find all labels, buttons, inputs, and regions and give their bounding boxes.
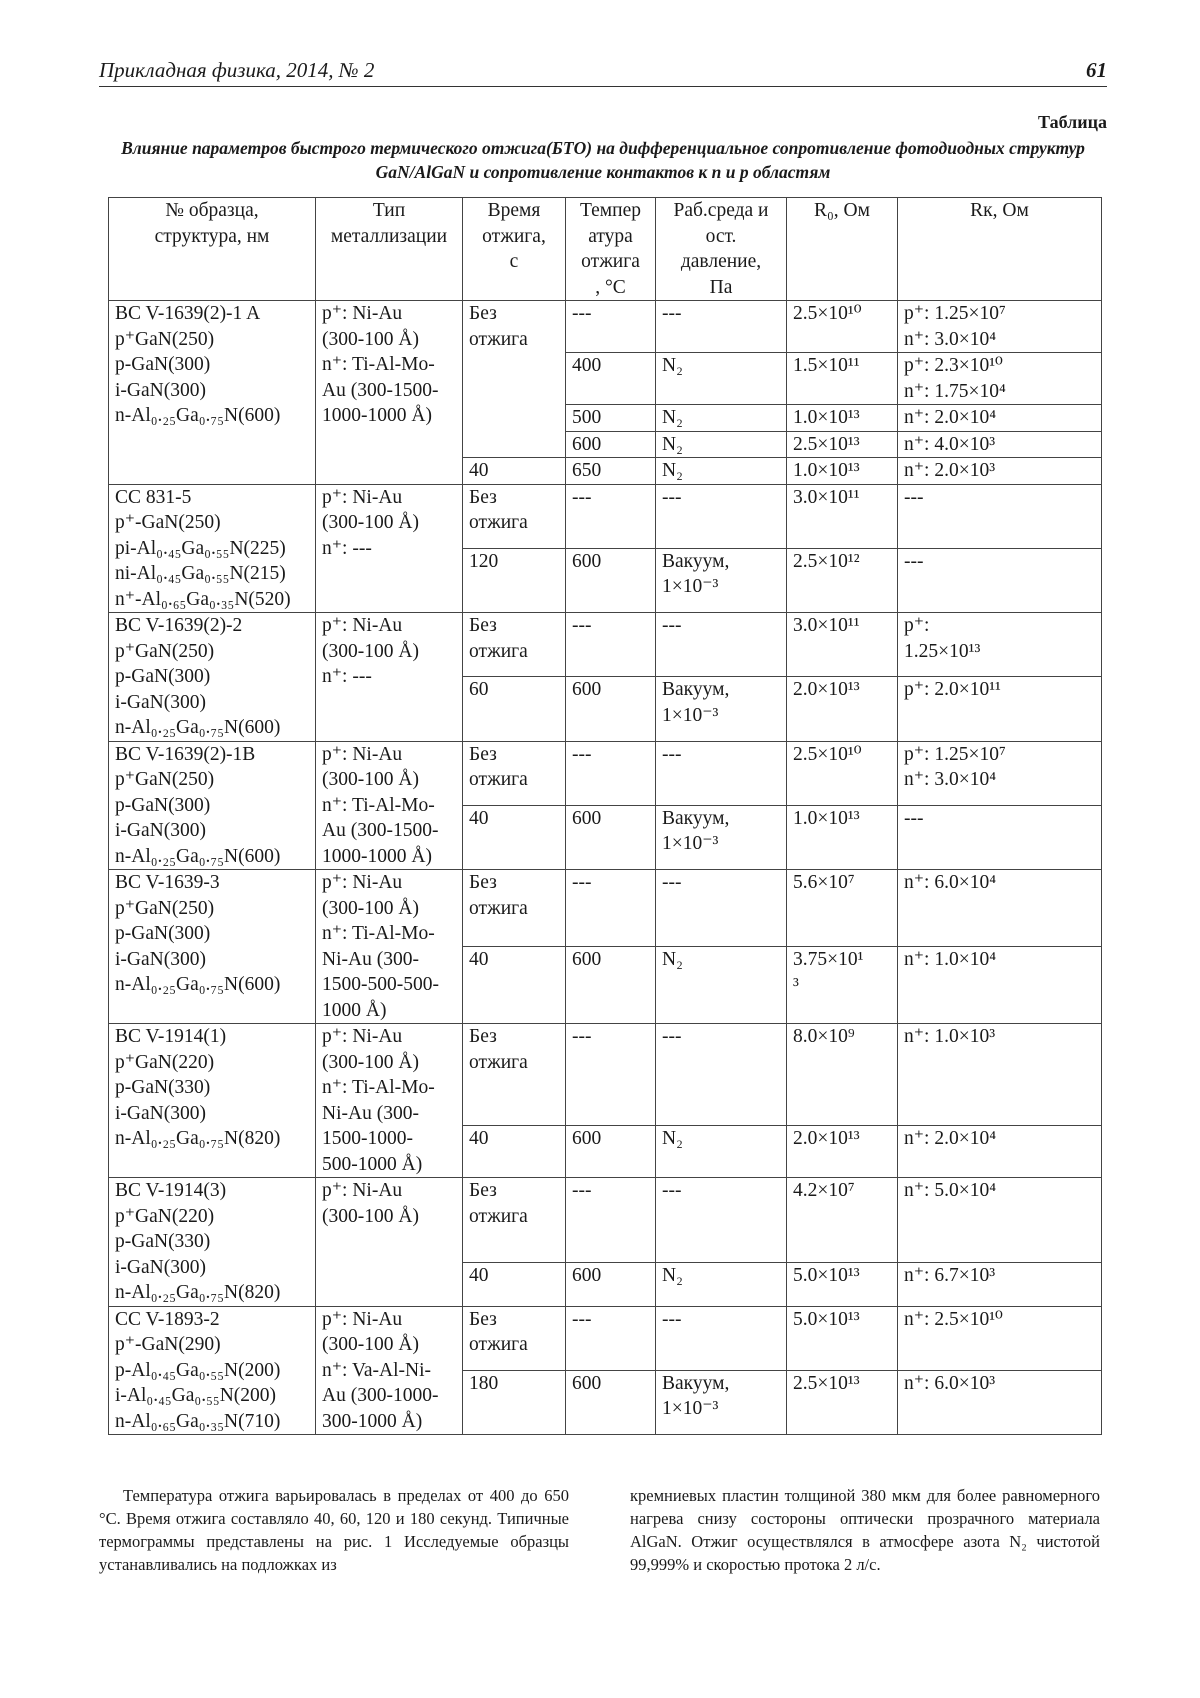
environment-cell: N₂ (656, 1126, 787, 1178)
r0-cell: 1.0×10¹³ (787, 805, 898, 869)
r0-cell: 2.5×10¹³ (787, 1370, 898, 1434)
journal-title: Прикладная физика, 2014, № 2 (99, 58, 375, 82)
environment-cell: --- (656, 484, 787, 548)
metallization-cell: p⁺: Ni-Au (300-100 Å) n⁺: --- (316, 613, 463, 742)
time-cell: 40 (463, 1263, 566, 1306)
r0-cell: 2.5×10¹⁰ (787, 301, 898, 353)
sample-cell: CC 831-5 p⁺-GaN(250) pi-Al₀.₄₅Ga₀.₅₅N(225) ni-Al₀.₄₅Ga₀.₅₅N(215) n⁺-Al₀.₆₅Ga₀.₃₅N(520) (109, 484, 316, 613)
metallization-cell: p⁺: Ni-Au (300-100 Å) n⁺: --- (316, 484, 463, 613)
temperature-cell: 600 (566, 1126, 656, 1178)
rk-cell: p⁺: 1.25×10⁷ n⁺: 3.0×10⁴ (898, 301, 1102, 353)
table-body (109, 301, 1102, 1435)
time-cell: Без отжига (463, 741, 566, 805)
rk-cell: p⁺: 1.25×10¹³ (898, 613, 1102, 677)
r0-cell: 8.0×10⁹ (787, 1024, 898, 1126)
table-caption: Влияние параметров быстрого термического отжига(БТО) на дифференциальное сопротивление фотодиодных структур GaN/AlGaN и сопротивление контактов к n и p областям (121, 138, 1085, 182)
r0-cell: 5.6×10⁷ (787, 870, 898, 947)
table-row (109, 1306, 1102, 1370)
environment-cell: N₂ (656, 947, 787, 1024)
header-sample: № образца, структура, нм (109, 198, 316, 301)
environment-cell: N₂ (656, 405, 787, 432)
body-text-left: Температура отжига варьировалась в пределах от 400 до 650 °С. Время отжига составляло 40, 60, 120 и 180 секунд. Типичные термограммы представлены на рис. 1 Исследуемые образцы устанавливались на подложках из (99, 1486, 569, 1574)
time-cell: Без отжига (463, 301, 566, 458)
header-row (109, 198, 1102, 301)
rk-cell: n⁺: 6.7×10³ (898, 1263, 1102, 1306)
rk-cell: n⁺: 1.0×10³ (898, 1024, 1102, 1126)
r0-cell: 1.0×10¹³ (787, 458, 898, 485)
environment-cell: N₂ (656, 353, 787, 405)
temperature-cell: --- (566, 870, 656, 947)
header-r0: R₀, Ом (787, 198, 898, 301)
environment-cell: --- (656, 741, 787, 805)
environment-cell: Вакуум, 1×10⁻³ (656, 1370, 787, 1434)
rk-cell: n⁺: 1.0×10⁴ (898, 947, 1102, 1024)
environment-cell: --- (656, 870, 787, 947)
temperature-cell: 600 (566, 677, 656, 741)
r0-cell: 2.5×10¹³ (787, 431, 898, 458)
r0-cell: 2.5×10¹² (787, 548, 898, 612)
r0-cell: 3.75×10¹ ³ (787, 947, 898, 1024)
r0-cell: 4.2×10⁷ (787, 1178, 898, 1263)
environment-cell: --- (656, 1024, 787, 1126)
page-header (99, 56, 1107, 87)
environment-cell: Вакуум, 1×10⁻³ (656, 677, 787, 741)
r0-cell: 5.0×10¹³ (787, 1306, 898, 1370)
table-row (109, 301, 1102, 353)
rk-cell: n⁺: 5.0×10⁴ (898, 1178, 1102, 1263)
sample-cell: BC V-1639(2)-1B p⁺GaN(250) p-GaN(300) i-GaN(300) n-Al₀.₂₅Ga₀.₇₅N(600) (109, 741, 316, 870)
time-cell: 40 (463, 1126, 566, 1178)
table-row (109, 1178, 1102, 1263)
metallization-cell: p⁺: Ni-Au (300-100 Å) n⁺: Ti-Al-Mo- Au (300-1500- 1000-1000 Å) (316, 741, 463, 870)
temperature-cell: 600 (566, 805, 656, 869)
time-cell: Без отжига (463, 1178, 566, 1263)
metallization-cell: p⁺: Ni-Au (300-100 Å) n⁺: Ti-Al-Mo- Ni-Au (300- 1500-1000- 500-1000 Å) (316, 1024, 463, 1178)
rk-cell: p⁺: 1.25×10⁷ n⁺: 3.0×10⁴ (898, 741, 1102, 805)
environment-cell: N₂ (656, 431, 787, 458)
time-cell: 40 (463, 458, 566, 485)
metallization-cell: p⁺: Ni-Au (300-100 Å) n⁺: Ti-Al-Mo- Au (300-1500- 1000-1000 Å) (316, 301, 463, 485)
sample-cell: BC V-1639(2)-2 p⁺GaN(250) p-GaN(300) i-GaN(300) n-Al₀.₂₅Ga₀.₇₅N(600) (109, 613, 316, 742)
header-metallization: Тип металлизации (316, 198, 463, 301)
page-number: 61 (1086, 58, 1107, 82)
header-temperature: Темпер атура отжига , °С (566, 198, 656, 301)
table-label: Таблица (1038, 112, 1107, 132)
rk-cell: n⁺: 2.0×10⁴ (898, 1126, 1102, 1178)
r0-cell: 2.0×10¹³ (787, 1126, 898, 1178)
environment-cell: N₂ (656, 1263, 787, 1306)
sample-cell: CC V-1893-2 p⁺-GaN(290) p-Al₀.₄₅Ga₀.₅₅N(200) i-Al₀.₄₅Ga₀.₅₅N(200) n-Al₀.₆₅Ga₀.₃₅N(710) (109, 1306, 316, 1435)
environment-cell: Вакуум, 1×10⁻³ (656, 548, 787, 612)
table-row (109, 741, 1102, 805)
temperature-cell: 600 (566, 548, 656, 612)
temperature-cell: 600 (566, 431, 656, 458)
temperature-cell: 500 (566, 405, 656, 432)
table-row (109, 613, 1102, 677)
rk-cell: n⁺: 6.0×10⁴ (898, 870, 1102, 947)
environment-cell: N₂ (656, 458, 787, 485)
results-table (108, 197, 1102, 1435)
rk-cell: p⁺: 2.0×10¹¹ (898, 677, 1102, 741)
temperature-cell: --- (566, 301, 656, 353)
r0-cell: 1.5×10¹¹ (787, 353, 898, 405)
header-rk: Rк, Ом (898, 198, 1102, 301)
rk-cell: --- (898, 805, 1102, 869)
temperature-cell: --- (566, 741, 656, 805)
time-cell: 40 (463, 947, 566, 1024)
metallization-cell: p⁺: Ni-Au (300-100 Å) (316, 1178, 463, 1307)
header-environment: Раб.среда и ост. давление, Па (656, 198, 787, 301)
r0-cell: 3.0×10¹¹ (787, 613, 898, 677)
temperature-cell: 600 (566, 947, 656, 1024)
time-cell: Без отжига (463, 870, 566, 947)
time-cell: 120 (463, 548, 566, 612)
r0-cell: 2.5×10¹⁰ (787, 741, 898, 805)
environment-cell: Вакуум, 1×10⁻³ (656, 805, 787, 869)
r0-cell: 3.0×10¹¹ (787, 484, 898, 548)
rk-cell: n⁺: 2.0×10³ (898, 458, 1102, 485)
time-cell: Без отжига (463, 1306, 566, 1370)
r0-cell: 2.0×10¹³ (787, 677, 898, 741)
rk-cell: n⁺: 6.0×10³ (898, 1370, 1102, 1434)
temperature-cell: --- (566, 1024, 656, 1126)
table-row (109, 870, 1102, 947)
environment-cell: --- (656, 613, 787, 677)
temperature-cell: 600 (566, 1370, 656, 1434)
environment-cell: --- (656, 1306, 787, 1370)
table-row (109, 1024, 1102, 1126)
temperature-cell: --- (566, 1306, 656, 1370)
metallization-cell: p⁺: Ni-Au (300-100 Å) n⁺: Va-Al-Ni- Au (300-1000- 300-1000 Å) (316, 1306, 463, 1435)
time-cell: Без отжига (463, 484, 566, 548)
r0-cell: 1.0×10¹³ (787, 405, 898, 432)
sample-cell: BC V-1914(1) p⁺GaN(220) p-GaN(330) i-GaN(300) n-Al₀.₂₅Ga₀.₇₅N(820) (109, 1024, 316, 1178)
time-cell: 180 (463, 1370, 566, 1434)
rk-cell: --- (898, 548, 1102, 612)
temperature-cell: --- (566, 484, 656, 548)
environment-cell: --- (656, 301, 787, 353)
body-text-right: кремниевых пластин толщиной 380 мкм для более равномерного нагрева снизу состороны оптически прозрачного материала AlGaN. Отжиг осуществлялся в атмосфере азота N₂ чистотой 99,999% и скоростью протока 2 л/с. (630, 1486, 1100, 1574)
rk-cell: n⁺: 2.0×10⁴ (898, 405, 1102, 432)
sample-cell: BC V-1639(2)-1 A p⁺GaN(250) p-GaN(300) i-GaN(300) n-Al₀.₂₅Ga₀.₇₅N(600) (109, 301, 316, 485)
time-cell: Без отжига (463, 1024, 566, 1126)
temperature-cell: --- (566, 613, 656, 677)
time-cell: Без отжига (463, 613, 566, 677)
table-header (109, 198, 1102, 301)
r0-cell: 5.0×10¹³ (787, 1263, 898, 1306)
rk-cell: n⁺: 4.0×10³ (898, 431, 1102, 458)
environment-cell: --- (656, 1178, 787, 1263)
time-cell: 60 (463, 677, 566, 741)
rk-cell: n⁺: 2.5×10¹⁰ (898, 1306, 1102, 1370)
metallization-cell: p⁺: Ni-Au (300-100 Å) n⁺: Ti-Al-Mo- Ni-Au (300- 1500-500-500- 1000 Å) (316, 870, 463, 1024)
temperature-cell: 400 (566, 353, 656, 405)
sample-cell: BC V-1914(3) p⁺GaN(220) p-GaN(330) i-GaN(300) n-Al₀.₂₅Ga₀.₇₅N(820) (109, 1178, 316, 1307)
sample-cell: BC V-1639-3 p⁺GaN(250) p-GaN(300) i-GaN(300) n-Al₀.₂₅Ga₀.₇₅N(600) (109, 870, 316, 1024)
rk-cell: p⁺: 2.3×10¹⁰ n⁺: 1.75×10⁴ (898, 353, 1102, 405)
temperature-cell: --- (566, 1178, 656, 1263)
temperature-cell: 650 (566, 458, 656, 485)
temperature-cell: 600 (566, 1263, 656, 1306)
table-row (109, 484, 1102, 548)
rk-cell: --- (898, 484, 1102, 548)
time-cell: 40 (463, 805, 566, 869)
header-time: Время отжига, с (463, 198, 566, 301)
